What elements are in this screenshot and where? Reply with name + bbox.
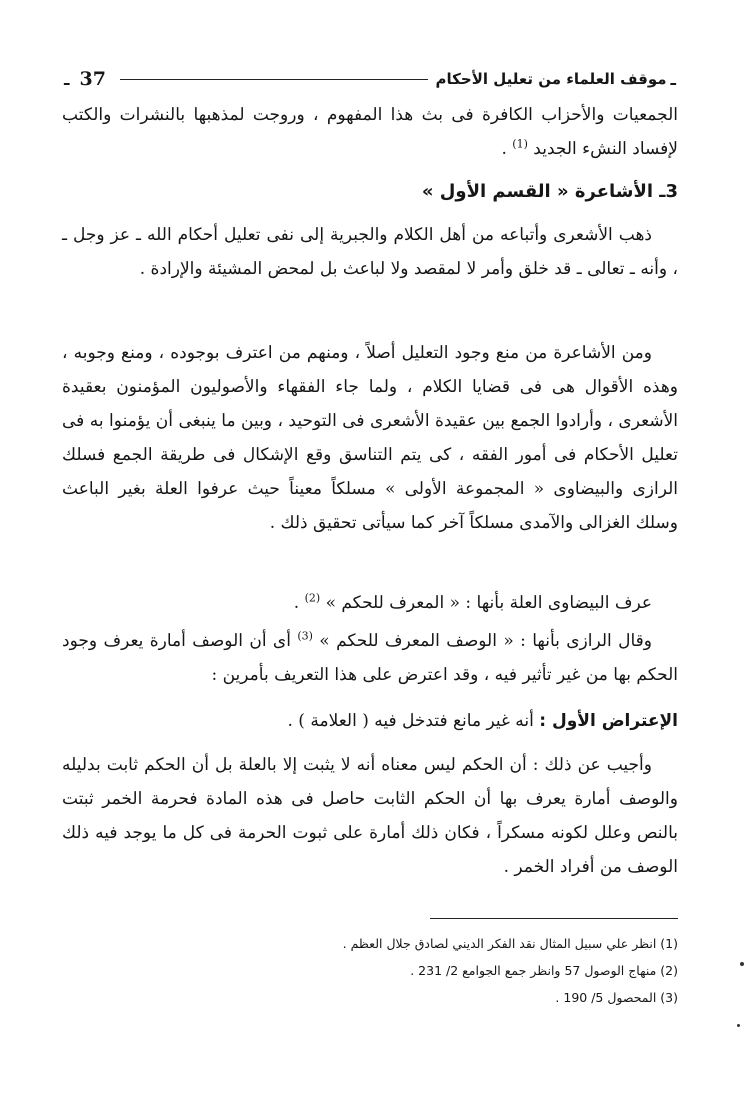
paragraph-ashari-doctrine: ذهب الأشعرى وأتباعه من أهل الكلام والجبرية إلى نفى تعليل أحكام الله ـ عز وجل ـ ، وأنه ـ تعالى ـ قد خلق وأمر لا لمقصد ولا لباعث بل لمحض المشيئة والإرادة .: [62, 225, 678, 279]
footnote-item: (2) منهاج الوصول 57 وانظر جمع الجوامع 2/ 231 .: [410, 963, 678, 978]
paragraph-first-objection: [62, 704, 678, 738]
footnote-item: (3) المحصول 5/ 190 .: [555, 990, 678, 1005]
header-dash: ـ: [670, 69, 676, 89]
scan-speck: [737, 1024, 740, 1027]
paragraph-text: الجمعيات والأحزاب الكافرة فى بث هذا المفهوم ، وروجت لمذهبها بالنشرات والكتب لإفساد النشء الجديد: [62, 105, 678, 159]
paragraph-end: .: [293, 593, 305, 613]
footnotes-list: [280, 930, 678, 1011]
paragraph-response: وأجيب عن ذلك : أن الحكم ليس معناه أنه لا يثبت إلا بالعلة بل أن الحكم ثابت بدليله والوصف أمارة يعرف بها أن الحكم الثابت حاصل فى هذه المادة فحرمة الخمر ثبتت بالنص وعلل لكونه مسكراً ، فكان ذلك أمارة على ثبوت الحرمة فى كل ما يوجد فيه ذلك الوصف من أفراد الخمر .: [62, 755, 678, 877]
paragraph-text: أنه غير مانع فتدخل فيه ( العلامة ) .: [287, 711, 540, 731]
footnote-ref: (3): [297, 629, 313, 643]
footnote-separator: [430, 918, 678, 919]
paragraph-end: .: [501, 139, 513, 159]
running-header: [60, 62, 680, 96]
objection-label: الإعتراض الأول :: [539, 711, 678, 731]
footnote-item: (1) انظر علي سبيل المثال نقد الفكر الديني لصادق جلال العظم .: [342, 936, 678, 951]
header-dash-end: ـ: [64, 69, 70, 89]
paragraph-ashari-views: ومن الأشاعرة من منع وجود التعليل أصلاً ، ومنهم من اعترف بوجوده ، ومنع وجوبه ، وهذه الأقوال هى فى قضايا الكلام ، ولما جاء الفقهاء والأصوليون المؤمنون بعقيدة الأشعرى ، وأرادوا الجمع بين عقيدة الأشعرى فى التوحيد ، وبين ما ينبغى أن يؤمنوا به فى تعليل الأحكام فى أمور الفقه ، كى يتم التناسق وقع الإشكال فى طريقة الجمع فسلك الرازى والبيضاوى « المجموعة الأولى » مسلكاً معيناً حيث عرفوا العلة بغير الباعث وسلك الغزالى والآمدى مسلكاً آخر كما سيأتى تحقيق ذلك .: [62, 343, 678, 533]
paragraph-text: وقال الرازى بأنها : « الوصف المعرف للحكم »: [319, 631, 652, 651]
header-rule: [120, 79, 428, 80]
book-title: موقف العلماء من تعليل الأحكام: [435, 70, 667, 88]
page-number: 37: [79, 68, 106, 90]
scan-speck: [740, 962, 744, 966]
paragraph-text-continued: أى أن الوصف أمارة يعرف وجود الحكم بها من غير تأثير فيه ، وقد اعترض على هذا التعريف بأمرين :: [62, 631, 678, 685]
footnote-ref: (1): [512, 137, 528, 151]
paragraph-razi-definition: [62, 624, 678, 692]
paragraph-continuation: [62, 98, 678, 166]
section-heading: 3ـ الأشاعرة « القسم الأول »: [421, 181, 678, 202]
paragraph-baydawi-definition: [62, 586, 678, 620]
paragraph-text: عرف البيضاوى العلة بأنها : « المعرف للحكم »: [325, 593, 652, 613]
footnote-ref: (2): [304, 591, 321, 605]
